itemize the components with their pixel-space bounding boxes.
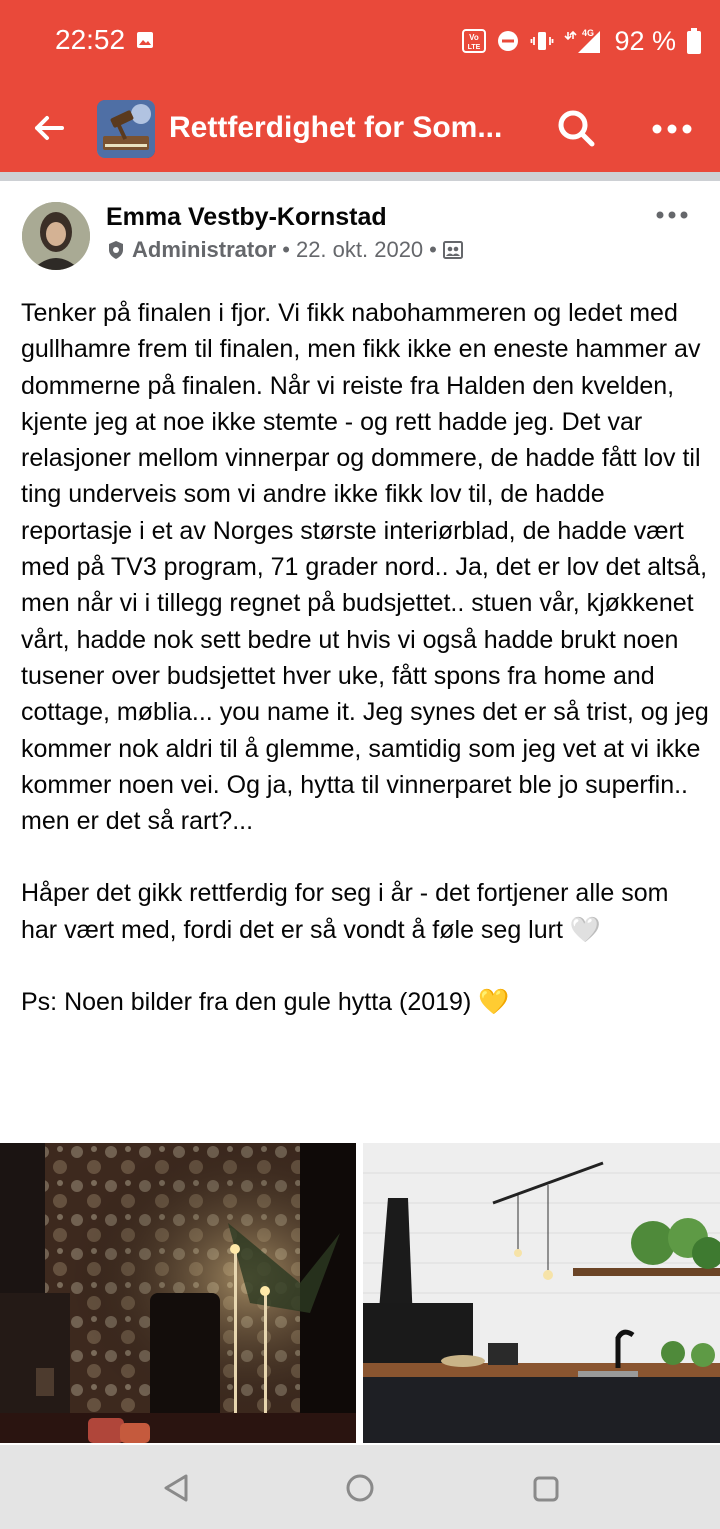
group-privacy-icon: [443, 240, 463, 260]
avatar-photo: [22, 202, 90, 270]
post-text: [21, 295, 716, 1020]
author-role: Administrator: [132, 237, 277, 262]
nav-home-icon[interactable]: [345, 1473, 375, 1503]
battery-icon: [686, 27, 702, 55]
search-icon[interactable]: [556, 108, 596, 148]
section-divider: [0, 172, 720, 181]
yellow-heart-emoji: 💛: [478, 988, 510, 1017]
post-photos: [0, 1143, 720, 1443]
status-time: 22:52: [55, 24, 126, 55]
gavel-icon: [97, 100, 155, 158]
svg-text:LTE: LTE: [468, 44, 481, 51]
author-name[interactable]: Emma Vestby-Kornstad: [106, 203, 387, 231]
signal-icon: [564, 27, 604, 55]
group-avatar[interactable]: [97, 100, 155, 158]
post-paragraph-2-text: Håper det gikk rettferdig for seg i år - det fortjener alle som har vært med, fordi det er så vondt å føle seg lurt: [21, 879, 676, 944]
post-card: [0, 181, 720, 1445]
meta-separator: •: [282, 237, 290, 262]
living-room-photo[interactable]: [0, 1143, 356, 1443]
post-date[interactable]: 22. okt. 2020: [295, 237, 424, 262]
post-meta: [106, 237, 463, 263]
svg-text:Vo: Vo: [469, 33, 480, 42]
nav-recents-icon[interactable]: [532, 1475, 560, 1503]
system-nav-bar: [0, 1445, 720, 1529]
volte-icon: [462, 29, 486, 53]
image-icon: [136, 31, 154, 49]
admin-badge-icon: [106, 240, 126, 260]
svg-text:4G: 4G: [582, 28, 595, 38]
dnd-icon: [496, 29, 520, 53]
meta-separator-2: •: [429, 237, 437, 262]
status-bar: [0, 0, 720, 84]
group-title[interactable]: Rettferdighet for Som...: [169, 111, 503, 144]
post-paragraph-1: Tenker på finalen i fjor. Vi fikk nabohammeren og ledet med gullhamre frem til finalen, men fikk ikke en eneste hammer av dommerne på finalen. Når vi reiste fra Halden den kvelden, kjente jeg at noe ikke stemte - og rett hadde jeg. Det var relasjoner mellom vinnerpar og dommere, de hadde fått lov til ting underveis som vi andre ikke fikk lov til, de hadde reportasje i et av Norges største interiørblad, de hadde vært med på TV3 program, 71 grader nord.. Ja, det er lov det altså, men når vi i tillegg regnet på budsjettet.. stuen vår, kjøkkenet vårt, hadde nok sett bedre ut hvis vi også hadde brukt noen tusener over budsjettet hver uke, fått spons fra home and cottage, møblia... you name it. Jeg synes det er så trist, og jeg kommer nok aldri til å glemme, samtidig som jeg vet at vi ikke kommer noen vei. Og ja, hytta til vinnerparet ble jo superfin.. men er det så rart?...: [21, 299, 716, 836]
status-icons: [462, 22, 702, 60]
post-paragraph-3-text: Ps: Noen bilder fra den gule hytta (2019): [21, 988, 472, 1017]
white-heart-emoji: 🤍: [569, 915, 602, 944]
back-arrow-icon[interactable]: [30, 110, 66, 146]
more-icon[interactable]: [652, 124, 692, 134]
author-avatar[interactable]: [22, 202, 90, 270]
nav-back-icon[interactable]: [162, 1473, 190, 1503]
kitchen-photo[interactable]: [363, 1143, 720, 1443]
app-bar: [0, 84, 720, 172]
post-options-icon[interactable]: [656, 211, 688, 219]
vibrate-icon: [530, 29, 554, 53]
post-paragraph-2: [21, 875, 711, 948]
battery-percent: 92 %: [614, 25, 676, 56]
post-paragraph-3: [21, 984, 711, 1020]
